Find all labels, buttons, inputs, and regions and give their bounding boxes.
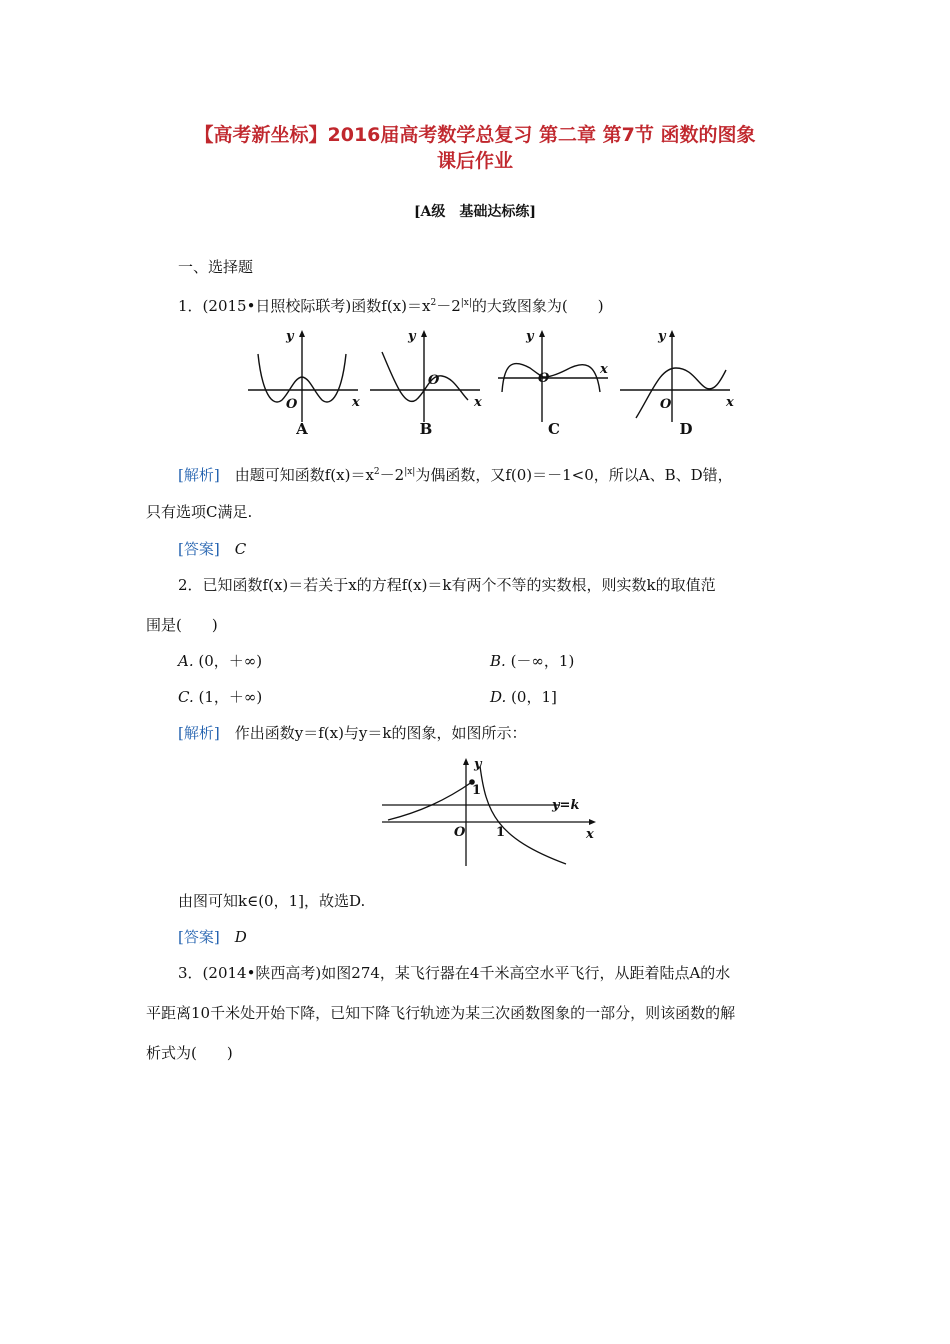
q1-option-a-label: A xyxy=(296,420,308,438)
q1-graph-b-origin: O xyxy=(428,373,440,388)
level-heading: [A级 基础达标练] xyxy=(413,204,537,220)
q1-graph-a-x-label: x xyxy=(352,395,360,410)
q2-graph-x-tick-1: 1 xyxy=(496,825,506,840)
q2-option-c: C. (1，＋∞) xyxy=(178,688,263,706)
q1-graph-b-x-label: x xyxy=(474,395,482,410)
q2-graph-y-tick-1: 1 xyxy=(472,783,482,798)
q1-analysis: [解析] 由题可知函数$f(x)=x^2-2^{|x|}$为偶函数，又f(0)＝－1<0，所以A、B、D错， xyxy=(178,466,733,484)
q1-option-b-label: B xyxy=(419,420,433,438)
analysis-tag: [解析] xyxy=(178,466,220,484)
q2-answer xyxy=(178,927,247,947)
q2-analysis: [解析] 作出函数y＝f(x)与y＝k的图象，如图所示： xyxy=(178,724,527,742)
section-heading: 一、选择题 xyxy=(178,258,254,276)
q2-graph xyxy=(380,752,600,874)
q2-graph-origin: O xyxy=(454,825,466,840)
q2-option-b: B. (－∞，1) xyxy=(490,652,575,670)
question-2-line2: 围是( ) xyxy=(146,616,218,634)
answer-tag: [答案] xyxy=(178,540,220,558)
q1-graph-d-y-label: y xyxy=(658,329,666,344)
question-2: 2．已知函数f(x)＝若关于x的方程f(x)＝k有两个不等的实数根，则实数k的取值范 xyxy=(178,576,716,594)
q2-graph-y-label: y xyxy=(474,757,482,772)
q1-graph-c-y-label: y xyxy=(526,329,534,344)
q2-answer-value: D xyxy=(234,928,247,946)
q1-graph-c-origin: O xyxy=(538,371,550,386)
q2-graph-x-label: x xyxy=(586,827,594,842)
q1-answer-value: C xyxy=(234,540,247,558)
q2-option-d: D. (0，1] xyxy=(490,688,557,706)
q1-option-c-label: C xyxy=(548,420,560,438)
analysis-tag: [解析] xyxy=(178,724,220,742)
q1-graph-d-origin: O xyxy=(660,397,672,412)
question-3: 3．(2014•陕西高考)如图274，某飞行器在4千米高空水平飞行，从距着陆点A的水 xyxy=(178,964,731,982)
q1-answer xyxy=(178,539,246,559)
q1-option-d-label: D xyxy=(679,420,693,438)
page-title-line2: 课后作业 xyxy=(436,150,513,172)
question-3-line2: 平距离10千米处开始下降，已知下降飞行轨迹为某三次函数图象的一部分，则该函数的解 xyxy=(146,1004,736,1022)
answer-tag: [答案] xyxy=(178,928,220,946)
q2-graph-line-label: y=k xyxy=(552,798,580,813)
question-3-line3: 析式为( ) xyxy=(146,1044,233,1062)
q1-graph-a-origin: O xyxy=(286,397,298,412)
q1-graph-a-y-label: y xyxy=(286,329,294,344)
q1-graph-c-x-label: x xyxy=(600,362,608,377)
q2-option-a: A. (0，＋∞) xyxy=(178,652,263,670)
q1-graphs xyxy=(240,322,770,442)
q1-analysis-line2: 只有选项C满足. xyxy=(146,503,253,521)
q2-conclusion: 由图可知k∈(0，1]，故选D. xyxy=(178,892,366,910)
question-1: 1．(2015•日照校际联考)函数$f(x)=x^2-2^{|x|}$的大致图象为( ) xyxy=(178,297,604,315)
page-title: 【高考新坐标】2016届高考数学总复习 第二章 第7节 函数的图象 xyxy=(194,124,756,146)
q1-graph-d-x-label: x xyxy=(726,395,734,410)
q1-graph-b-y-label: y xyxy=(408,329,416,344)
